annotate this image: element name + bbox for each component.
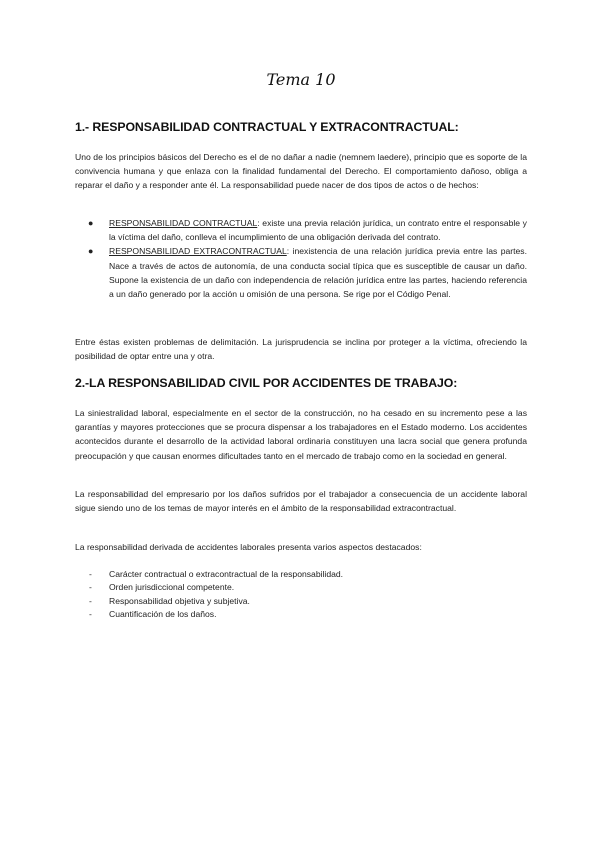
list-item xyxy=(75,581,527,594)
list-item xyxy=(75,568,527,581)
list-item xyxy=(75,595,527,608)
section2-heading: 2.-LA RESPONSABILIDAD CIVIL POR ACCIDENTES DE TRABAJO: xyxy=(75,376,458,390)
bullet-term: RESPONSABILIDAD CONTRACTUAL xyxy=(109,218,258,228)
list-item xyxy=(75,216,527,244)
section1-closing: Entre éstas existen problemas de delimitación. La jurisprudencia se inclina por proteger a la víctima, ofreciendo la posibilidad de optar entre una y otra. xyxy=(75,337,527,362)
dash-icon: - xyxy=(89,609,92,620)
dash-icon: - xyxy=(89,595,92,606)
section2-aspect-list xyxy=(75,568,527,622)
list-item xyxy=(75,244,527,301)
bullet-icon: ● xyxy=(88,246,94,257)
dash-icon: - xyxy=(89,582,92,593)
section2-paragraph-3: La responsabilidad derivada de accidentes laborales presenta varios aspectos destacados: xyxy=(75,542,422,552)
list-item-text: Carácter contractual o extracontractual de la responsabilidad. xyxy=(109,569,344,579)
section2-paragraph-1: La siniestralidad laboral, especialmente en el sector de la construcción, no ha cesado en su incremento pese a las garantías y mayores protecciones que se procura dispensar a los trabajadores en el Estado moderno. Los accidentes acontecidos durante el desarrollo de la actividad laboral ordinaria constituyen una lacra social que genera profunda preocupación y que causan enormes dificultades tanto en el mercado de trabajo como en la sociedad en general. xyxy=(75,408,527,461)
list-item-text: Responsabilidad objetiva y subjetiva. xyxy=(109,595,250,606)
bullet-icon: ● xyxy=(88,218,94,228)
bullet-text: : existe una previa relación jurídica, un contrato entre el responsable y la víctima del daño, conlleva el incumplimiento de una obligación derivada del contrato. xyxy=(109,218,527,243)
section1-intro: Uno de los principios básicos del Derecho es el de no dañar a nadie (nemnem laedere), principio que es soporte de la convivencia humana y que enlaza con la finalidad fundamental del Derecho. El comportamiento dañoso, obliga a reparar el daño y a responder ante él. La responsabilidad puede nacer de dos tipos de actos o de hechos: xyxy=(75,152,527,191)
section1-bullet-list xyxy=(75,216,527,301)
list-item-text: Orden jurisdiccional competente. xyxy=(109,582,235,593)
dash-icon: - xyxy=(89,569,92,579)
section2-paragraph-2: La responsabilidad del empresario por los daños sufridos por el trabajador a consecuencia de un accidente laboral sigue siendo uno de los temas de mayor interés en el ámbito de la responsabilidad extracontractual. xyxy=(75,489,527,514)
bullet-text: : inexistencia de una relación jurídica previa entre las partes. Nace a través de actos de autonomía, de una conducta social típica que es susceptible de causar un daño. Supone la existencia de un daño con independencia de relación jurídica entre las partes, haciendo referencia a un daño generado por la acción u omisión de una persona. Se rige por el Código Penal. xyxy=(109,246,527,300)
bullet-term: RESPONSABILIDAD EXTRACONTRACTUAL xyxy=(109,246,287,257)
list-item xyxy=(75,608,527,621)
list-item-text: Cuantificación de los daños. xyxy=(109,609,217,620)
section1-heading: 1.- RESPONSABILIDAD CONTRACTUAL Y EXTRACONTRACTUAL: xyxy=(75,120,459,134)
page-title: Tema 10 xyxy=(266,70,336,89)
